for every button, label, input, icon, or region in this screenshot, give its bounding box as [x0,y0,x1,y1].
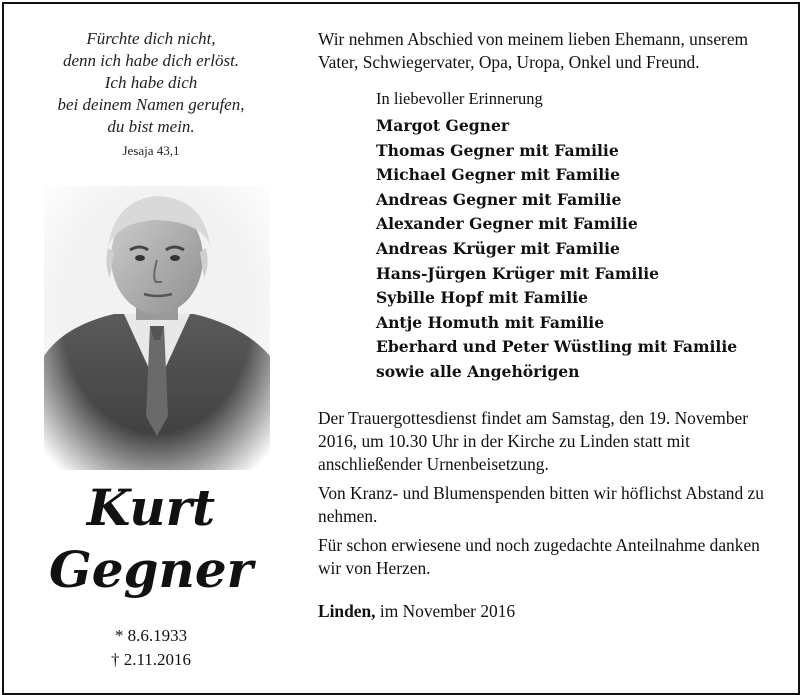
verse-line: bei deinem Namen gerufen, [57,95,245,114]
deceased-last-name: Gegner [49,540,253,599]
mourner: Margot Gegner [376,116,510,135]
farewell-intro: Wir nehmen Abschied von meinem lieben Ehemann, unserem Vater, Schwiegervater, Opa, Uropa, Onkel und Freund. [318,29,749,72]
date-text: im November 2016 [375,600,516,621]
place-name: Linden, [318,600,376,621]
verse-block [20,28,282,160]
verse-line: denn ich habe dich erlöst. [62,51,240,70]
verse-line: du bist mein. [107,117,195,136]
mourner: Hans-Jürgen Krüger mit Familie [376,263,660,283]
mourner: Eberhard und Peter Wüstling mit Familie [376,337,738,357]
mourner: Sybille Hopf mit Familie [376,288,589,308]
birth-date: * 8.6.1933 [114,626,188,645]
mourner: Thomas Gegner mit Familie [376,140,619,160]
portrait-photo [44,186,270,470]
death-date: † 2.11.2016 [110,650,192,669]
place-date-line [318,600,780,623]
service-notice: Der Trauergottesdienst findet am Samstag, den 19. November 2016, um 10.30 Uhr in der Kirche zu Linden statt mit anschließender Urnenbeisetzung. [318,407,749,474]
mourners-list [318,114,780,385]
mourner: Alexander Gegner mit Familie [376,214,638,234]
verse-line: Ich habe dich [104,73,198,92]
verse-reference: Jesaja 43,1 [122,143,180,158]
mourner: Michael Gegner mit Familie [376,165,621,185]
thanks-notice: Für schon erwiesene und noch zugedachte Anteilnahme danken wir von Herzen. [318,534,760,578]
portrait-illustration [44,186,270,470]
memory-heading: In liebevoller Erinnerung [376,89,543,108]
mourner: Andreas Gegner mit Familie [376,189,622,209]
mourner: Andreas Krüger mit Familie [376,238,620,258]
deceased-first-name: Kurt [86,478,216,537]
mourner: Antje Homuth mit Familie [376,312,605,332]
life-dates [20,624,282,672]
announcement-text [318,28,780,623]
flowers-notice: Von Kranz- und Blumenspenden bitten wir höflichst Abstand zu nehmen. [318,482,764,526]
mourner: sowie alle Angehörigen [376,361,580,381]
verse-line: Fürchte dich nicht, [86,29,216,48]
